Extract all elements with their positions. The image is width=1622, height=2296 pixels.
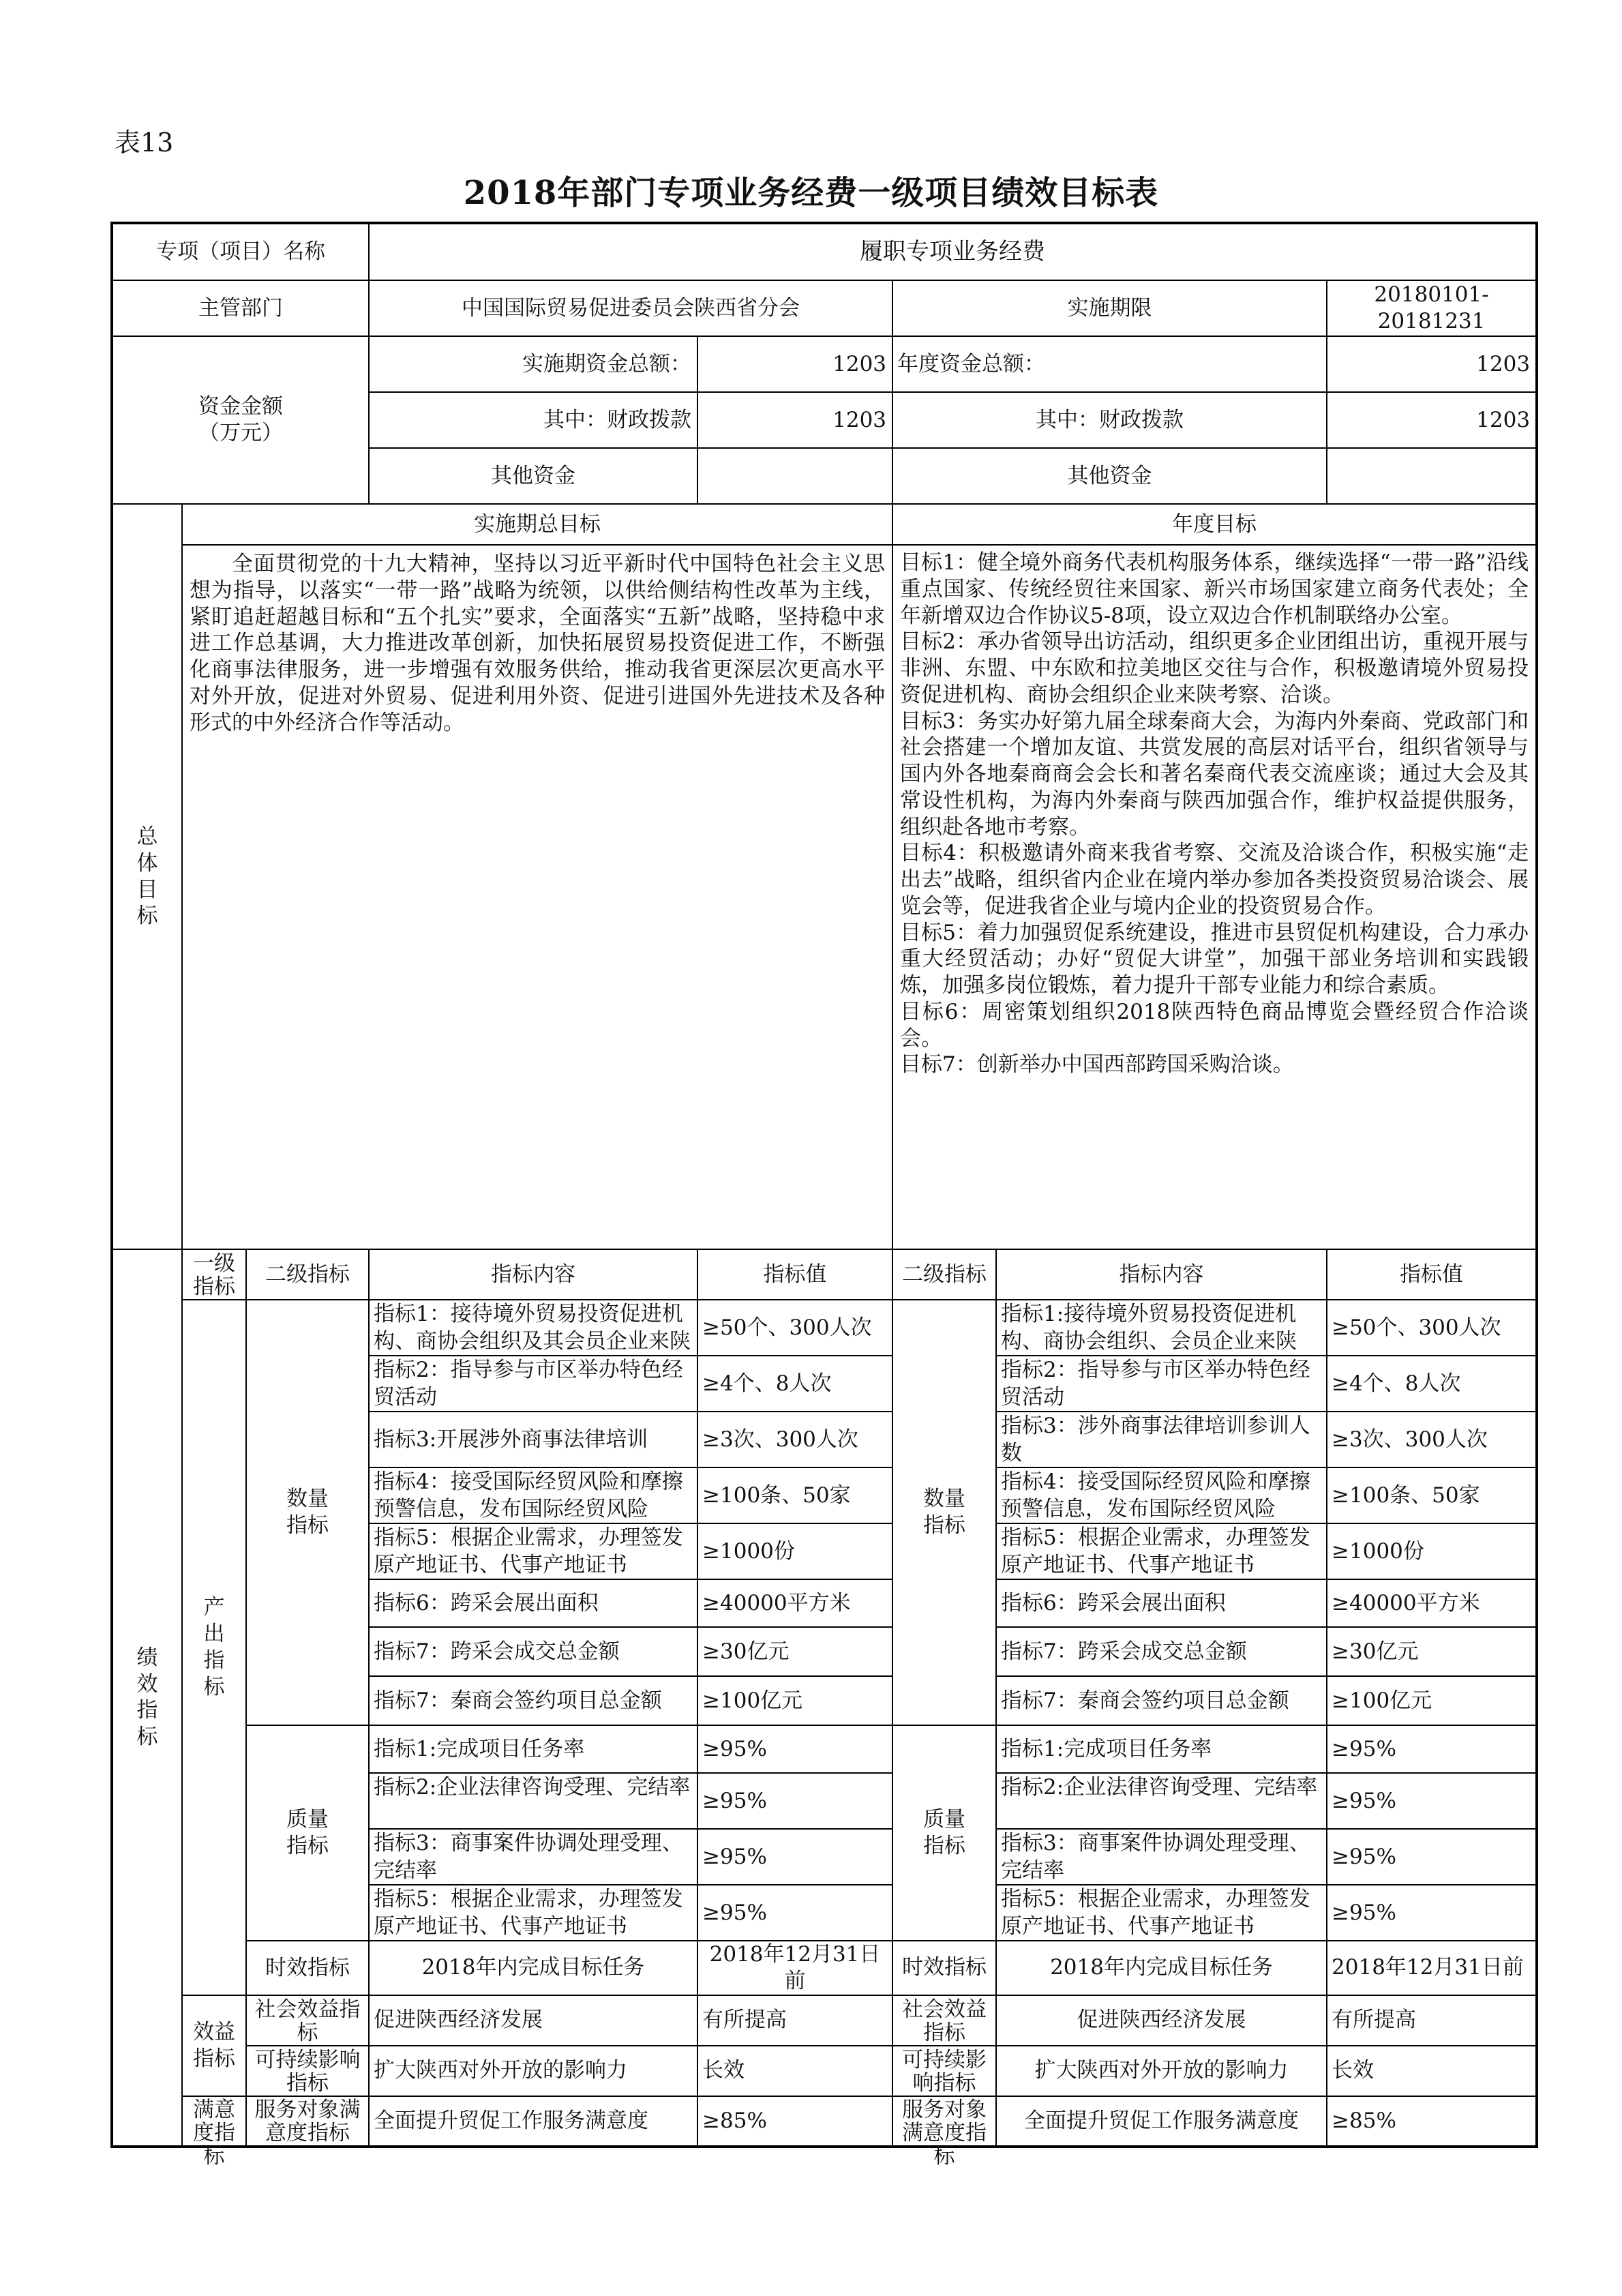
indicator-value: 有所提高 (697, 1995, 892, 2046)
indicator-value: 长效 (697, 2046, 892, 2096)
social-benefit-label-right (892, 1995, 996, 2046)
indicator-content: 2018年内完成目标任务 (369, 1941, 697, 1995)
indicator-value-right: ≥85% (1327, 2096, 1537, 2147)
indicator-content: 扩大陕西对外开放的影响力 (369, 2046, 697, 2096)
indicator-content-right: 促进陕西经济发展 (996, 1995, 1327, 2046)
sustainable-impact-label (246, 2046, 369, 2096)
timeliness-indicators-label (246, 1941, 369, 1995)
indicator-content: 指标2:企业法律咨询受理、完结率 (374, 1775, 691, 1800)
period-label: 实施期限 (892, 280, 1327, 336)
period-goal-text (182, 545, 892, 1249)
project-name-label: 专项（项目）名称 (112, 223, 369, 280)
annual-goal-header: 年度目标 (892, 504, 1537, 545)
sustainable-impact-text: 可持续影响指标 (254, 2047, 361, 2096)
indicator-value: ≥95% (697, 1885, 892, 1941)
overall-goals-label (112, 504, 182, 1249)
annual-goal-item: 目标2：承办省领导出访活动，组织更多企业团组出访，重视开展与非洲、东盟、中东欧和拉美地区交往与合作，积极邀请境外贸易投资促进机构、商协会组织企业来陕考察、洽谈。 (900, 629, 1529, 707)
indicator-content: 指标1:完成项目任务率 (369, 1725, 697, 1773)
indicator-value-right: ≥95% (1327, 1829, 1537, 1885)
annual-goal-item: 目标4：积极邀请外商来我省考察、交流及洽谈合作，积极实施“走出去”战略，组织省内企业在境内举办参加各类投资贸易洽谈会、展览会等，促进我省企业与境内企业的投资贸易合作。 (900, 841, 1529, 919)
indicator-content-right: 指标2:企业法律咨询受理、完结率 (1001, 1775, 1318, 1800)
indicator-content: 指标7：跨采会成交总金额 (369, 1627, 697, 1676)
funds-annual-other-label: 其他资金 (892, 448, 1327, 504)
indicator-content-right: 指标1:接待境外贸易投资促进机构、商协会组织、会员企业来陕 (1001, 1302, 1297, 1354)
overall-goals-char: 目 (136, 877, 158, 902)
indicator-content: 指标7：秦商会签约项目总金额 (369, 1676, 697, 1725)
indicator-value: ≥4个、8人次 (697, 1356, 892, 1412)
funds-label (112, 336, 369, 504)
indicator-value-right: ≥95% (1327, 1773, 1537, 1829)
indicator-value: ≥100亿元 (697, 1676, 892, 1725)
funds-fiscal-value: 1203 (697, 392, 892, 448)
indicator-content-right: 指标5：根据企业需求，办理签发原产地证书、代事产地证书 (1001, 1887, 1310, 1939)
annual-goal-text (892, 545, 1537, 1249)
indicator-value-right: ≥100条、50家 (1327, 1467, 1537, 1523)
service-satisfaction-label (246, 2096, 369, 2147)
sustainable-impact-label-right (892, 2046, 996, 2096)
indicator-value: ≥3次、300人次 (697, 1412, 892, 1467)
annual-goal-item: 目标5：着力加强贸促系统建设，推进市县贸促机构建设，合力承办重大经贸活动；办好“贸促大讲堂”，加强干部业务培训和实践锻炼，加强多岗位锻炼，着力提升干部专业能力和综合素质。 (900, 920, 1529, 998)
indicator-value-right: ≥95% (1327, 1725, 1537, 1773)
document-title: 2018年部门专项业务经费一级项目绩效目标表 (463, 174, 1159, 212)
satisfaction-label-text: 满意度指标 (193, 2098, 235, 2169)
performance-target-table (110, 222, 1538, 2169)
performance-indicators-char: 指 (136, 1698, 158, 1723)
quantity-indicators-label-right: 数量指标 (892, 1300, 996, 1725)
satisfaction-indicators-label (182, 2096, 246, 2169)
indicator-content-right: 指标3：商事案件协调处理受理、完结率 (1001, 1831, 1310, 1883)
funds-other-label: 其他资金 (369, 448, 697, 504)
quality-indicators-label-right: 质量指标 (892, 1725, 996, 1941)
indicator-value-right: ≥1000份 (1327, 1523, 1537, 1579)
indicator-content-right: 指标3：涉外商事法律培训参训人数 (1001, 1414, 1310, 1466)
service-satisfaction-text-right: 服务对象满意度指标 (902, 2098, 987, 2169)
indicator-content: 全面提升贸促工作服务满意度 (369, 2096, 697, 2147)
indicator-content-right: 扩大陕西对外开放的影响力 (996, 2046, 1327, 2096)
dept-label: 主管部门 (112, 280, 369, 336)
social-benefit-text: 社会效益指标 (254, 1997, 361, 2045)
overall-goals-char: 标 (136, 904, 158, 929)
indicator-content: 指标3：商事案件协调处理受理、完结率 (374, 1831, 683, 1883)
indicator-value: ≥100条、50家 (697, 1467, 892, 1523)
indicator-content: 指标1：接待境外贸易投资促进机构、商协会组织及其会员企业来陕 (374, 1302, 691, 1354)
indicator-value-right: ≥50个、300人次 (1327, 1300, 1537, 1356)
indicator-content: 指标3:开展涉外商事法律培训 (374, 1427, 648, 1452)
indicator-content-right: 指标4：接受国际经贸风险和摩擦预警信息，发布国际经贸风险 (1001, 1470, 1310, 1522)
indicator-value-right: 长效 (1327, 2046, 1537, 2096)
funds-annual-total-label: 年度资金总额： (892, 336, 1327, 392)
annual-goal-item: 目标1：健全境外商务代表机构服务体系，继续选择“一带一路”沿线重点国家、传统经贸往来国家、新兴市场国家建立商务代表处；全年新增双边合作协议5-8项，设立双边合作机制联络办公室。 (900, 550, 1529, 628)
indicator-content-right: 指标6：跨采会展出面积 (996, 1579, 1327, 1627)
benefit-indicators-label: 效益指标 (182, 1995, 246, 2096)
indicator-content: 指标4：接受国际经贸风险和摩擦预警信息，发布国际经贸风险 (374, 1470, 683, 1522)
overall-goals-char: 体 (136, 850, 158, 876)
indicator-content-right: 指标1:完成项目任务率 (996, 1725, 1327, 1773)
performance-indicators-char: 标 (136, 1725, 158, 1749)
service-satisfaction-text: 服务对象满意度指标 (254, 2098, 361, 2146)
social-benefit-text-right: 社会效益指标 (902, 1997, 987, 2045)
indicator-value-right: ≥100亿元 (1327, 1676, 1537, 1725)
indicator-content-right: 指标7：跨采会成交总金额 (996, 1627, 1327, 1676)
col-content-header-right: 指标内容 (996, 1249, 1327, 1300)
col-content-header: 指标内容 (369, 1249, 697, 1300)
performance-indicators-char: 绩 (136, 1645, 158, 1670)
social-benefit-label (246, 1995, 369, 2046)
output-indicators-label: 产出指标 (182, 1300, 246, 1995)
indicator-content: 指标6：跨采会展出面积 (369, 1579, 697, 1627)
period-goal-paragraph: 全面贯彻党的十九大精神，坚持以习近平新时代中国特色社会主义思想为指导，以落实“一带一路”战略为统领，以供给侧结构性改革为主线，紧盯追赶超越目标和“五个扎实”要求，全面落实“五新”战略，坚持稳中求进工作总基调，大力推进改革创新，加快拓展贸易投资促进工作，不断强化商事法律服务，进一步增强有效服务供给，推动我省更深层次更高水平对外开放，促进对外贸易、促进利用外资、促进引进国外先进技术及各种形式的中外经济合作等活动。 (190, 552, 886, 735)
indicator-value: ≥30亿元 (697, 1627, 892, 1676)
indicator-content-right: 指标5：根据企业需求，办理签发原产地证书、代事产地证书 (1001, 1525, 1310, 1578)
indicator-content: 促进陕西经济发展 (369, 1995, 697, 2046)
funds-label-line1: 资金金额 (198, 394, 284, 419)
overall-goals-char: 总 (136, 824, 158, 849)
annual-goal-item: 目标3：务实办好第九届全球秦商大会，为海内外秦商、党政部门和社会搭建一个增加友谊、共赏发展的高层对话平台，组织省领导与国内外各地秦商商会会长和著名秦商代表交流座谈；通过大会及其常设性机构，为海内外秦商与陕西加强合作，维护权益提供服务，组织赴各地市考察。 (900, 709, 1529, 839)
indicator-value-right: 2018年12月31日前 (1327, 1941, 1537, 1995)
timeliness-label-text: 时效指标 (265, 1955, 350, 1980)
indicator-content-right: 指标2：指导参与市区举办特色经贸活动 (1001, 1358, 1310, 1410)
annual-goal-item: 目标6：周密策划组织2018陕西特色商品博览会暨经贸合作洽谈会。 (900, 999, 1529, 1051)
col-level1-header (182, 1249, 246, 1300)
indicator-value: ≥95% (697, 1725, 892, 1773)
service-satisfaction-label-right (892, 2096, 996, 2169)
indicator-content-right: 全面提升贸促工作服务满意度 (996, 2096, 1327, 2147)
indicator-value-right: 有所提高 (1327, 1995, 1537, 2046)
indicator-value-right: ≥95% (1327, 1885, 1537, 1941)
indicator-value-right: ≥30亿元 (1327, 1627, 1537, 1676)
col-value-header: 指标值 (697, 1249, 892, 1300)
performance-indicators-label (112, 1249, 182, 2147)
timeliness-indicators-label-right: 时效指标 (892, 1941, 996, 1995)
funds-total-value: 1203 (697, 336, 892, 392)
period-value: 20180101-20181231 (1327, 280, 1537, 336)
project-name-value: 履职专项业务经费 (369, 223, 1537, 280)
col-level2-header-right: 二级指标 (892, 1249, 996, 1300)
funds-annual-total-value: 1203 (1327, 336, 1537, 392)
period-goal-header: 实施期总目标 (182, 504, 892, 545)
indicator-value: 2018年12月31日前 (697, 1941, 892, 1995)
funds-other-value (697, 448, 892, 504)
performance-indicators-char: 效 (136, 1671, 158, 1697)
annual-goal-item: 目标7：创新举办中国西部跨国采购洽谈。 (900, 1052, 1294, 1077)
sheet-label: 表13 (115, 128, 174, 158)
col-level1-text: 一级指标 (193, 1251, 235, 1300)
dept-value: 中国国际贸易促进委员会陕西省分会 (369, 280, 892, 336)
indicator-content: 指标5：根据企业需求，办理签发原产地证书、代事产地证书 (374, 1887, 683, 1939)
sustainable-impact-text-right: 可持续影响指标 (902, 2047, 987, 2096)
indicator-content: 指标2：指导参与市区举办特色经贸活动 (374, 1358, 683, 1410)
funds-total-label: 实施期资金总额： (369, 336, 697, 392)
quality-indicators-label: 质量指标 (246, 1725, 369, 1941)
indicator-value: ≥40000平方米 (697, 1579, 892, 1627)
indicator-value: ≥1000份 (697, 1523, 892, 1579)
indicator-content-right: 指标7：秦商会签约项目总金额 (996, 1676, 1327, 1725)
indicator-value: ≥50个、300人次 (697, 1300, 892, 1356)
funds-annual-fiscal-value: 1203 (1327, 392, 1537, 448)
indicator-value: ≥95% (697, 1773, 892, 1829)
indicator-value-right: ≥3次、300人次 (1327, 1412, 1537, 1467)
funds-fiscal-label: 其中：财政拨款 (369, 392, 697, 448)
funds-annual-other-value (1327, 448, 1537, 504)
funds-label-line2: （万元） (198, 421, 284, 445)
funds-annual-fiscal-label: 其中：财政拨款 (892, 392, 1327, 448)
indicator-value-right: ≥40000平方米 (1327, 1579, 1537, 1627)
quantity-indicators-label: 数量指标 (246, 1300, 369, 1725)
indicator-value-right: ≥4个、8人次 (1327, 1356, 1537, 1412)
indicator-content-right: 2018年内完成目标任务 (996, 1941, 1327, 1995)
col-value-header-right: 指标值 (1327, 1249, 1537, 1300)
indicator-content: 指标5：根据企业需求，办理签发原产地证书、代事产地证书 (374, 1525, 683, 1578)
indicator-value: ≥95% (697, 1829, 892, 1885)
indicator-value: ≥85% (697, 2096, 892, 2147)
col-level2-header: 二级指标 (246, 1249, 369, 1300)
